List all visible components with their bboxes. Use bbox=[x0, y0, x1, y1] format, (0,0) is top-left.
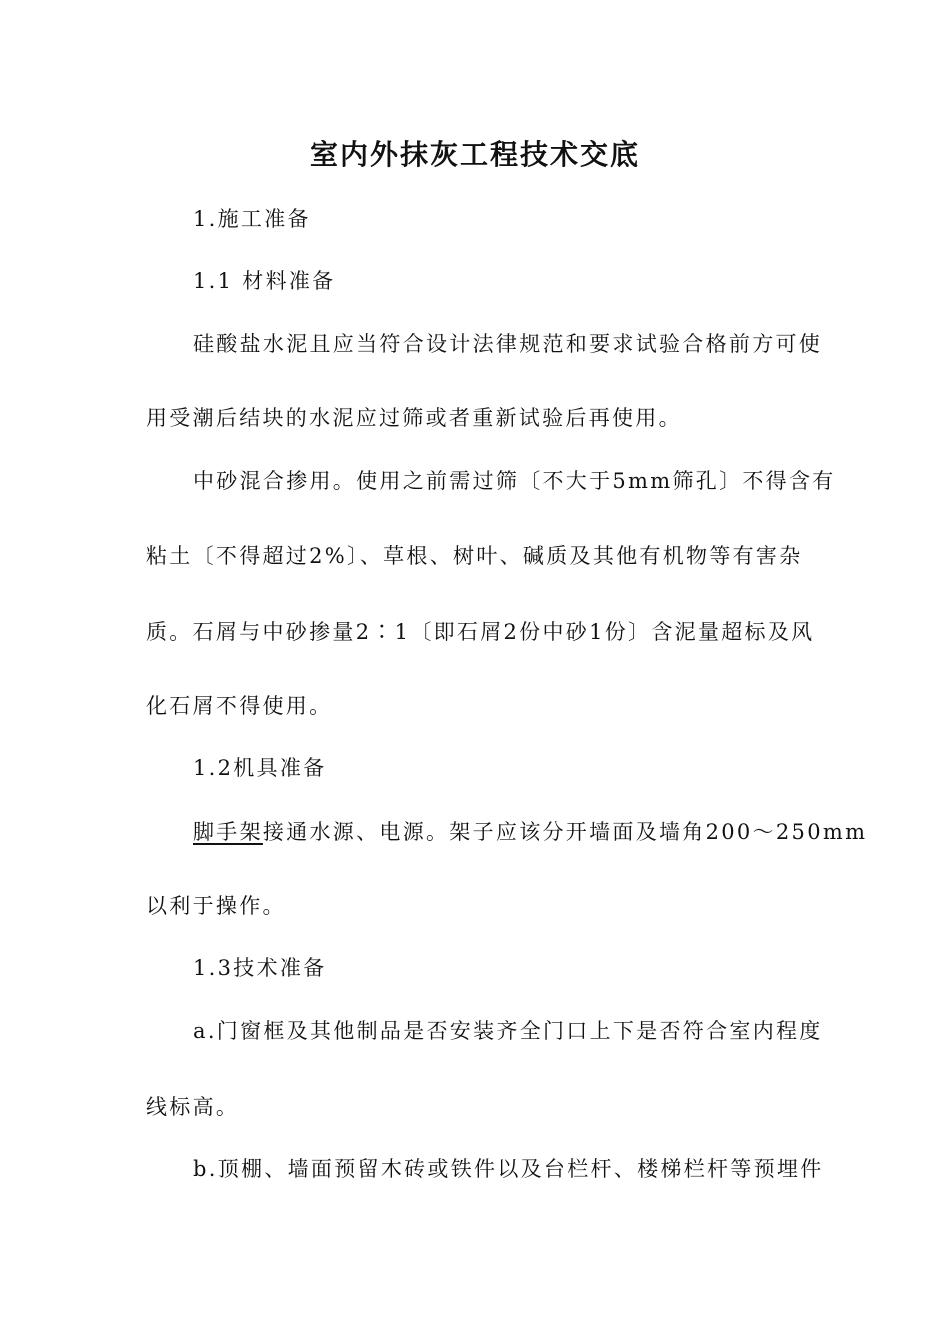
document-title: 室内外抹灰工程技术交底 bbox=[309, 138, 640, 171]
section-heading-1: 1.施工准备 bbox=[193, 207, 311, 231]
paragraph-line: 化石屑不得使用。 bbox=[146, 694, 333, 718]
paragraph-line: 粘土〔不得超过2%〕、草根、树叶、碱质及其他有机物等有害杂 bbox=[146, 544, 803, 568]
paragraph-line: a.门窗框及其他制品是否安装齐全门口上下是否符合室内程度 bbox=[193, 1019, 823, 1043]
paragraph-text: 接通水源、电源。架子应该分开墙面及墙角200～250mm bbox=[262, 820, 868, 844]
paragraph-line: 硅酸盐水泥且应当符合设计法律规范和要求试验合格前方可使 bbox=[193, 332, 823, 356]
paragraph-line: 以利于操作。 bbox=[146, 894, 286, 918]
paragraph-line bbox=[193, 818, 867, 846]
paragraph-line: b.顶棚、墙面预留木砖或铁件以及台栏杆、楼梯栏杆等预埋件 bbox=[193, 1157, 824, 1181]
paragraph-line: 用受潮后结块的水泥应过筛或者重新试验后再使用。 bbox=[146, 406, 682, 430]
subsection-heading-1-1: 1.1 材料准备 bbox=[193, 269, 336, 293]
subsection-heading-1-2: 1.2机具准备 bbox=[193, 756, 327, 780]
paragraph-line: 质。石屑与中砂掺量2∶1〔即石屑2份中砂1份〕含泥量超标及风 bbox=[146, 620, 815, 644]
paragraph-line: 线标高。 bbox=[146, 1095, 240, 1119]
subsection-heading-1-3: 1.3技术准备 bbox=[193, 956, 327, 980]
underlined-term: 脚手架 bbox=[193, 820, 263, 844]
paragraph-line: 中砂混合掺用。使用之前需过筛〔不大于5mm筛孔〕不得含有 bbox=[193, 469, 836, 493]
